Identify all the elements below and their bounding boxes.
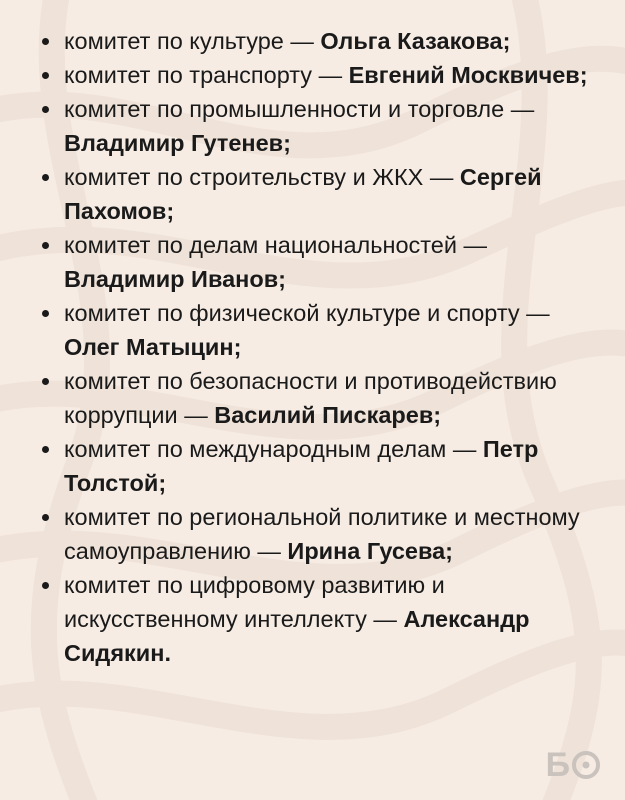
list-item (38, 24, 597, 58)
chair-name: Петр Толстой; (64, 436, 539, 496)
list-item (38, 92, 597, 160)
committee-title: комитет по международным делам — (64, 436, 483, 462)
chair-name: Сергей Пахомов; (64, 164, 542, 224)
bo-logo (546, 748, 601, 782)
committee-title: комитет по физической культуре и спорту — (64, 300, 550, 326)
committee-title: комитет по промышленности и торговле — (64, 96, 535, 122)
list-item (38, 500, 597, 568)
list-item (38, 160, 597, 228)
list-item (38, 296, 597, 364)
committee-title: комитет по цифровому развитию и искусственному интеллекту — (64, 572, 445, 632)
committee-title: комитет по культуре — (64, 28, 321, 54)
committee-title: комитет по транспорту — (64, 62, 349, 88)
list-item (38, 568, 597, 670)
list-item (38, 228, 597, 296)
chair-name: Ольга Казакова; (320, 28, 511, 54)
chair-name: Евгений Москвичев; (348, 62, 588, 88)
chair-name: Василий Пискарев; (214, 402, 442, 428)
chair-name: Александр Сидякин. (64, 606, 530, 666)
chair-name: Ирина Гусева; (287, 538, 453, 564)
logo-ring-icon (571, 750, 601, 780)
committee-title: комитет по региональной политике и местному самоуправлению — (64, 504, 580, 564)
list-item (38, 432, 597, 500)
logo-letter: Б (545, 746, 570, 784)
list-item (38, 364, 597, 432)
chair-name: Владимир Гутенев; (64, 130, 291, 156)
list-item (38, 58, 597, 92)
chair-name: Владимир Иванов; (64, 266, 286, 292)
committee-title: комитет по строительству и ЖКХ — (64, 164, 460, 190)
committee-title: комитет по делам национальностей — (64, 232, 487, 258)
chair-name: Олег Матыцин; (64, 334, 242, 360)
committee-title: комитет по безопасности и противодействию коррупции — (64, 368, 557, 428)
